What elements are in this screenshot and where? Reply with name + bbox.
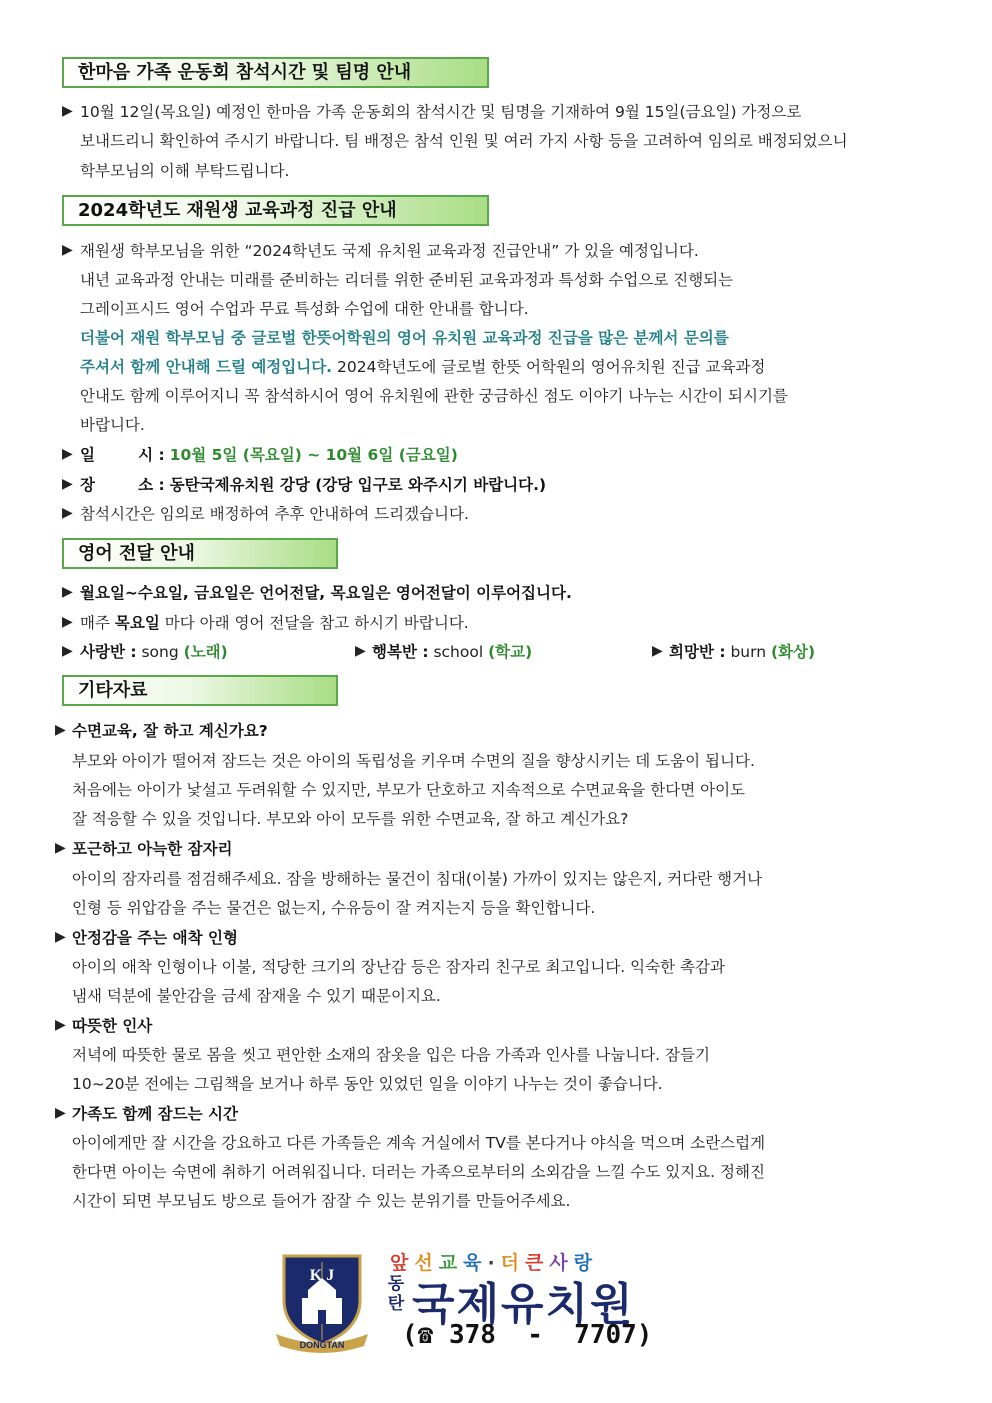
bullet-arrow-icon: ▶ — [652, 643, 663, 659]
slogan-char: 랑 — [573, 1252, 599, 1274]
topic-heading: 안정감을 주는 애착 인형 — [72, 929, 238, 947]
topic-heading: 가족도 함께 잠드는 시간 — [72, 1105, 238, 1123]
paragraph-line: 10월 12일(목요일) 예정인 한마음 가족 운동회의 참석시간 및 팀명을 기재하여 9월 15일(금요일) 가정으로 — [80, 103, 802, 121]
section-title: 한마음 가족 운동회 참석시간 및 팀명 안내 — [78, 62, 412, 83]
date-label: 일 시 : — [80, 446, 165, 464]
slogan-char: 앞 — [390, 1252, 415, 1274]
slogan-char: 큰 — [525, 1252, 550, 1274]
place-label: 장 소 : — [80, 476, 165, 494]
bullet-arrow-icon: ▶ — [355, 643, 366, 659]
class-name: 행복반 : — [372, 643, 429, 661]
topic-heading: 수면교육, 잘 하고 계신가요? — [72, 722, 268, 740]
bullet-arrow-icon: ▶ — [62, 614, 73, 630]
paragraph-line: 처음에는 아이가 낯설고 두려워할 수 있지만, 부모가 단호하고 지속적으로 수면교육을 한다면 아이도 — [72, 781, 746, 799]
name-prefix — [384, 1274, 408, 1314]
paragraph-line: 참석시간은 임의로 배정하여 추후 안내하여 드리겠습니다. — [80, 505, 469, 523]
slogan-char: 선 — [414, 1252, 439, 1274]
class-word-item — [372, 641, 532, 663]
paragraph-line: 잘 적응할 수 있을 것입니다. 부모와 아이 모두를 위한 수면교육, 잘 하고 계신가요? — [72, 810, 629, 828]
section-title: 2024학년도 재원생 교육과정 진급 안내 — [78, 200, 397, 221]
paragraph-line: 아이의 잠자리를 점검해주세요. 잠을 방해하는 물건이 침대(이불) 가까이 있지는 않은지, 커다란 행거나 — [72, 870, 763, 888]
english-word: burn — [730, 643, 767, 661]
kindergarten-logo — [272, 1248, 702, 1358]
section-header-curriculum — [62, 195, 489, 226]
bullet-arrow-icon: ▶ — [62, 505, 73, 521]
paragraph-line: 저녁에 따뜻한 물로 몸을 씻고 편안한 소재의 잠옷을 입은 다음 가족과 인사를 나눕니다. 잠들기 — [72, 1046, 710, 1064]
paragraph-line: 아이의 애착 인형이나 이불, 적당한 크기의 장난감 등은 잠자리 친구로 최고입니다. 익숙한 촉감과 — [72, 958, 725, 976]
bullet-arrow-icon: ▶ — [62, 643, 73, 659]
class-name: 사랑반 : — [80, 643, 137, 661]
paragraph-line: 내년 교육과정 안내는 미래를 준비하는 리더를 위한 준비된 교육과정과 특성화 수업으로 진행되는 — [80, 271, 734, 289]
kindergarten-emblem-icon — [272, 1248, 372, 1356]
weekly-english-line — [80, 612, 469, 634]
section-header-sports-day — [62, 57, 489, 88]
paragraph-line: 인형 등 위압감을 주는 물건은 없는지, 수유등이 잘 켜지는지 등을 확인합니다. — [72, 899, 596, 917]
date-row — [80, 444, 458, 466]
slogan-char: 육 — [463, 1252, 488, 1274]
slogan-char: 사 — [549, 1252, 574, 1274]
name-prefix-bottom: 탄 — [387, 1294, 405, 1314]
paragraph-line: 시간이 되면 부모님도 방으로 들어가 잠잘 수 있는 분위기를 만들어주세요. — [72, 1192, 571, 1210]
phone-number: (☎ 378 - 7707) — [402, 1320, 653, 1350]
emblem-letters: K J — [309, 1267, 335, 1284]
paragraph-text: 매주 — [80, 614, 115, 632]
paragraph-line: 바랍니다. — [80, 416, 145, 434]
class-name: 희망반 : — [669, 643, 726, 661]
bullet-arrow-icon: ▶ — [62, 242, 73, 258]
bullet-arrow-icon: ▶ — [55, 722, 66, 738]
topic-heading: 포근하고 아늑한 잠자리 — [72, 840, 233, 858]
emblem-ribbon: DONGTAN — [299, 1340, 345, 1350]
paragraph-line: 10~20분 전에는 그림책을 보거나 하루 동안 있었던 일을 이야기 나누는 것이 좋습니다. — [72, 1075, 663, 1093]
paragraph-text: 2024학년도에 글로벌 한뜻 어학원의 영어유치원 진급 교육과정 — [332, 358, 766, 376]
section-title: 영어 전달 안내 — [78, 543, 195, 564]
paragraph-line: 재원생 학부모님을 위한 “2024학년도 국제 유치원 교육과정 진급안내” 가 있을 예정입니다. — [80, 242, 699, 260]
date-value: 10월 5일 (목요일) ~ 10월 6일 (금요일) — [169, 446, 458, 464]
section-header-english — [62, 538, 338, 569]
section-title: 기타자료 — [78, 680, 148, 701]
slogan-char: 교 — [438, 1252, 464, 1274]
paragraph-line: 월요일~수요일, 금요일은 언어전달, 목요일은 영어전달이 이루어집니다. — [80, 584, 572, 602]
korean-meaning: (화상) — [770, 643, 816, 661]
topic-heading: 따뜻한 인사 — [72, 1017, 153, 1035]
paragraph-line: 보내드리니 확인하여 주시기 바랍니다. 팀 배정은 참석 인원 및 여러 가지 사항 등을 고려하여 임의로 배정되었으니 — [80, 132, 848, 150]
section-header-misc — [62, 675, 338, 706]
paragraph-line: 냄새 덕분에 불안감을 금세 잠재울 수 있기 때문이지요. — [72, 987, 441, 1005]
bullet-arrow-icon: ▶ — [55, 840, 66, 856]
place-value: 동탄국제유치원 강당 (강당 입구로 와주시기 바랍니다.) — [169, 476, 547, 494]
korean-meaning: (학교) — [488, 643, 533, 661]
slogan-char: · — [487, 1252, 501, 1274]
bullet-arrow-icon: ▶ — [55, 929, 66, 945]
paragraph-line: 안내도 함께 이루어지니 꼭 참석하시어 영어 유치원에 관한 궁금하신 점도 이야기 나누는 시간이 되시기를 — [80, 387, 788, 405]
paragraph-line: 한다면 아이는 숙면에 취하기 어려워집니다. 더러는 가족으로부터의 소외감을 느낄 수도 있지요. 정해진 — [72, 1163, 765, 1181]
paragraph-line: 학부모님의 이해 부탁드립니다. — [80, 162, 290, 180]
highlight-line: 더불어 재원 학부모님 중 글로벌 한뜻어학원의 영어 유치원 교육과정 진급을 많은 분께서 문의를 — [80, 329, 729, 347]
name-prefix-top: 동 — [387, 1274, 405, 1294]
english-word: song — [141, 643, 179, 661]
paragraph-line: 부모와 아이가 떨어져 잠드는 것은 아이의 독립성을 키우며 수면의 질을 향상시키는 데 도움이 됩니다. — [72, 752, 755, 770]
bullet-arrow-icon: ▶ — [55, 1105, 66, 1121]
class-word-item — [669, 641, 815, 663]
place-row — [80, 474, 546, 496]
class-word-item — [80, 641, 228, 663]
korean-meaning: (노래) — [183, 643, 228, 661]
kindergarten-name: 국제유치원 — [412, 1279, 635, 1330]
highlight-text: 주셔서 함께 안내해 드릴 예정입니다. — [80, 358, 333, 376]
paragraph-line: 아이에게만 잘 시간을 강요하고 다른 가족들은 계속 거실에서 TV를 본다거나 야식을 먹으며 소란스럽게 — [72, 1134, 766, 1152]
bullet-arrow-icon: ▶ — [55, 1017, 66, 1033]
weekday-emphasis: 목요일 — [114, 614, 160, 632]
paragraph-line: 그레이프시드 영어 수업과 무료 특성화 수업에 대한 안내를 합니다. — [80, 300, 529, 318]
bullet-arrow-icon: ▶ — [62, 584, 73, 600]
paragraph-text: 마다 아래 영어 전달을 참고 하시기 바랍니다. — [159, 614, 469, 632]
bullet-arrow-icon: ▶ — [62, 103, 73, 119]
highlight-line-mixed — [80, 356, 765, 378]
english-word: school — [433, 643, 484, 661]
bullet-arrow-icon: ▶ — [62, 446, 73, 462]
slogan-char: 더 — [500, 1252, 526, 1274]
bullet-arrow-icon: ▶ — [62, 476, 73, 492]
